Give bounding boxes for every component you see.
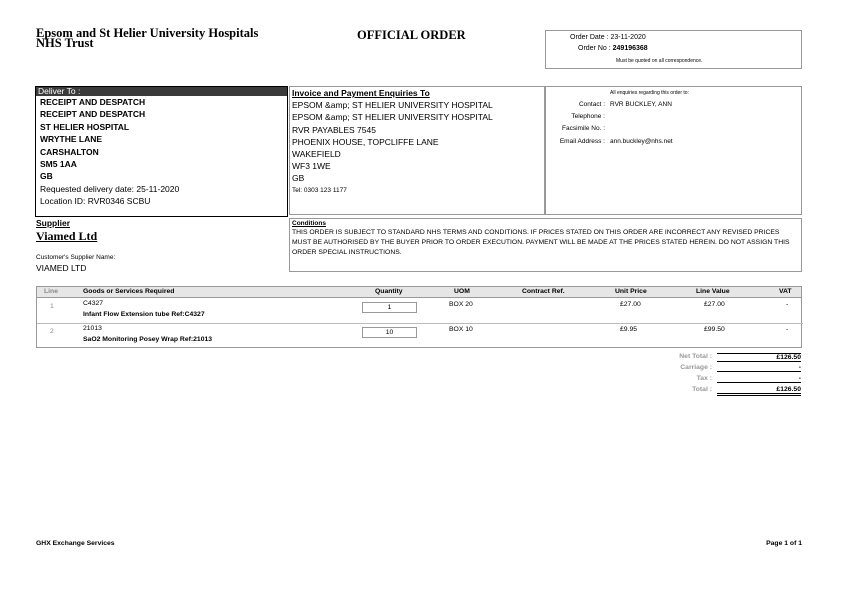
total-value: £126.50 — [717, 386, 801, 396]
col-goods: Goods or Services Required — [83, 288, 175, 295]
invoice-line: RVR PAYABLES 7545 — [292, 124, 376, 135]
carriage-label: Carriage : — [680, 364, 712, 371]
col-unit-price: Unit Price — [615, 288, 647, 295]
row-vat: - — [786, 301, 789, 308]
row-line-value: £27.00 — [704, 301, 725, 308]
row-line-number: 2 — [50, 328, 54, 335]
supplier-name: Viamed Ltd — [36, 229, 98, 243]
table-row — [37, 323, 801, 348]
deliver-line: WRYTHE LANE — [40, 134, 103, 145]
order-date — [570, 34, 646, 41]
invoice-line: WAKEFIELD — [292, 149, 341, 160]
fax-label: Facsimile No. : — [562, 125, 605, 132]
table-row — [37, 298, 801, 323]
net-total-label: Net Total : — [679, 353, 712, 360]
invoice-telephone: Tel: 0303 123 1177 — [292, 186, 347, 194]
row-uom: BOX 20 — [449, 301, 473, 308]
order-date-value: 23-11-2020 — [610, 34, 646, 41]
row-vat: - — [786, 326, 789, 333]
row-quantity: 1 — [362, 302, 417, 313]
supplier-label: Supplier — [36, 218, 71, 228]
invoice-line: GB — [292, 173, 305, 184]
deliver-to-label: Deliver To : — [36, 87, 287, 96]
col-quantity: Quantity — [375, 288, 403, 295]
requested-delivery-date: Requested delivery date: 25-11-2020 — [40, 183, 180, 194]
row-unit-price: £27.00 — [620, 301, 641, 308]
row-item-code: C4327 — [83, 300, 104, 307]
row-line-value: £99.50 — [704, 326, 725, 333]
order-items-table — [36, 286, 802, 348]
footer-provider: GHX Exchange Services — [36, 540, 115, 547]
order-note: Must be quoted on all correspondence. — [616, 58, 703, 64]
telephone-label: Telephone : — [571, 113, 605, 120]
location-id: Location ID: RVR0346 SCBU — [40, 196, 151, 207]
invoice-line: PHOENIX HOUSE, TOPCLIFFE LANE — [292, 136, 439, 147]
email-value: ann.buckley@nhs.net — [610, 138, 673, 145]
deliver-line: RECEIPT AND DESPATCH — [40, 109, 146, 120]
order-number — [578, 45, 648, 52]
order-info-box — [545, 30, 802, 69]
deliver-line: SM5 1AA — [40, 159, 77, 170]
email-label: Email Address : — [559, 138, 605, 145]
row-quantity: 10 — [362, 327, 417, 338]
contact-intro: All enquiries regarding this order to: — [610, 90, 689, 96]
contact-value: RVR BUCKLEY, ANN — [610, 101, 672, 108]
deliver-line: ST HELIER HOSPITAL — [40, 121, 130, 132]
conditions-label: Conditions — [292, 220, 326, 227]
deliver-line: RECEIPT AND DESPATCH — [40, 97, 146, 107]
row-item-description: SaO2 Monitoring Posey Wrap Ref:21013 — [83, 336, 213, 343]
col-line: Line — [44, 288, 58, 295]
row-uom: BOX 10 — [449, 326, 473, 333]
contact-label: Contact : — [578, 101, 605, 108]
page-number: Page 1 of 1 — [766, 540, 802, 547]
trust-name-line2: NHS Trust — [36, 36, 94, 50]
carriage-value: - — [717, 364, 801, 372]
tax-value: - — [717, 375, 801, 383]
invoice-line: WF3 1WE — [292, 161, 331, 172]
trust-name-line1: Epsom and St Helier University Hospitals — [36, 26, 259, 40]
col-line-value: Line Value — [696, 288, 730, 295]
row-line-number: 1 — [50, 303, 54, 310]
total-label: Total : — [692, 386, 712, 393]
invoice-label: Invoice and Payment Enquiries To — [292, 88, 430, 98]
conditions-text: THIS ORDER IS SUBJECT TO STANDARD NHS TERMS AND CONDITIONS. IF PRICES STATED ON THIS ORDER ARE INCORRECT ANY REVISED PRICES MUST BE AUTHORISED BY THE BUYER PRIOR TO ORDER EXECUTION. PAYMENT WILL BE MADE AT THE PRICES STATED HEREIN. DO NOT ASSIGN THIS ORDER SPECIAL INSTRUCTIONS. — [292, 229, 790, 257]
col-contract: Contract Ref. — [522, 288, 565, 295]
order-date-label: Order Date : — [570, 34, 609, 41]
row-unit-price: £9.95 — [620, 326, 638, 333]
order-number-label: Order No : — [578, 45, 611, 52]
invoice-box — [289, 86, 545, 215]
row-item-description: Infant Flow Extension tube Ref:C4327 — [83, 311, 205, 318]
net-total-value: £126.50 — [717, 353, 801, 362]
conditions-box — [289, 218, 802, 272]
customer-supplier-label: Customer's Supplier Name: — [36, 254, 116, 261]
invoice-line: EPSOM &amp; ST HELIER UNIVERSITY HOSPITAL — [292, 112, 493, 123]
customer-supplier-value: VIAMED LTD — [36, 263, 87, 273]
tax-label: Tax : — [696, 375, 712, 382]
contact-box — [545, 86, 802, 215]
deliver-line: GB — [40, 171, 53, 182]
trust-name — [36, 28, 258, 48]
invoice-line: EPSOM &amp; ST HELIER UNIVERSITY HOSPITAL — [292, 100, 493, 111]
document-title: OFFICIAL ORDER — [357, 28, 466, 42]
order-number-value: 249196368 — [612, 45, 648, 52]
row-item-code: 21013 — [83, 325, 102, 332]
col-uom: UOM — [454, 288, 470, 295]
deliver-to-box — [35, 86, 288, 217]
col-vat: VAT — [779, 288, 792, 295]
deliver-line: CARSHALTON — [40, 146, 99, 157]
table-header — [37, 287, 801, 298]
